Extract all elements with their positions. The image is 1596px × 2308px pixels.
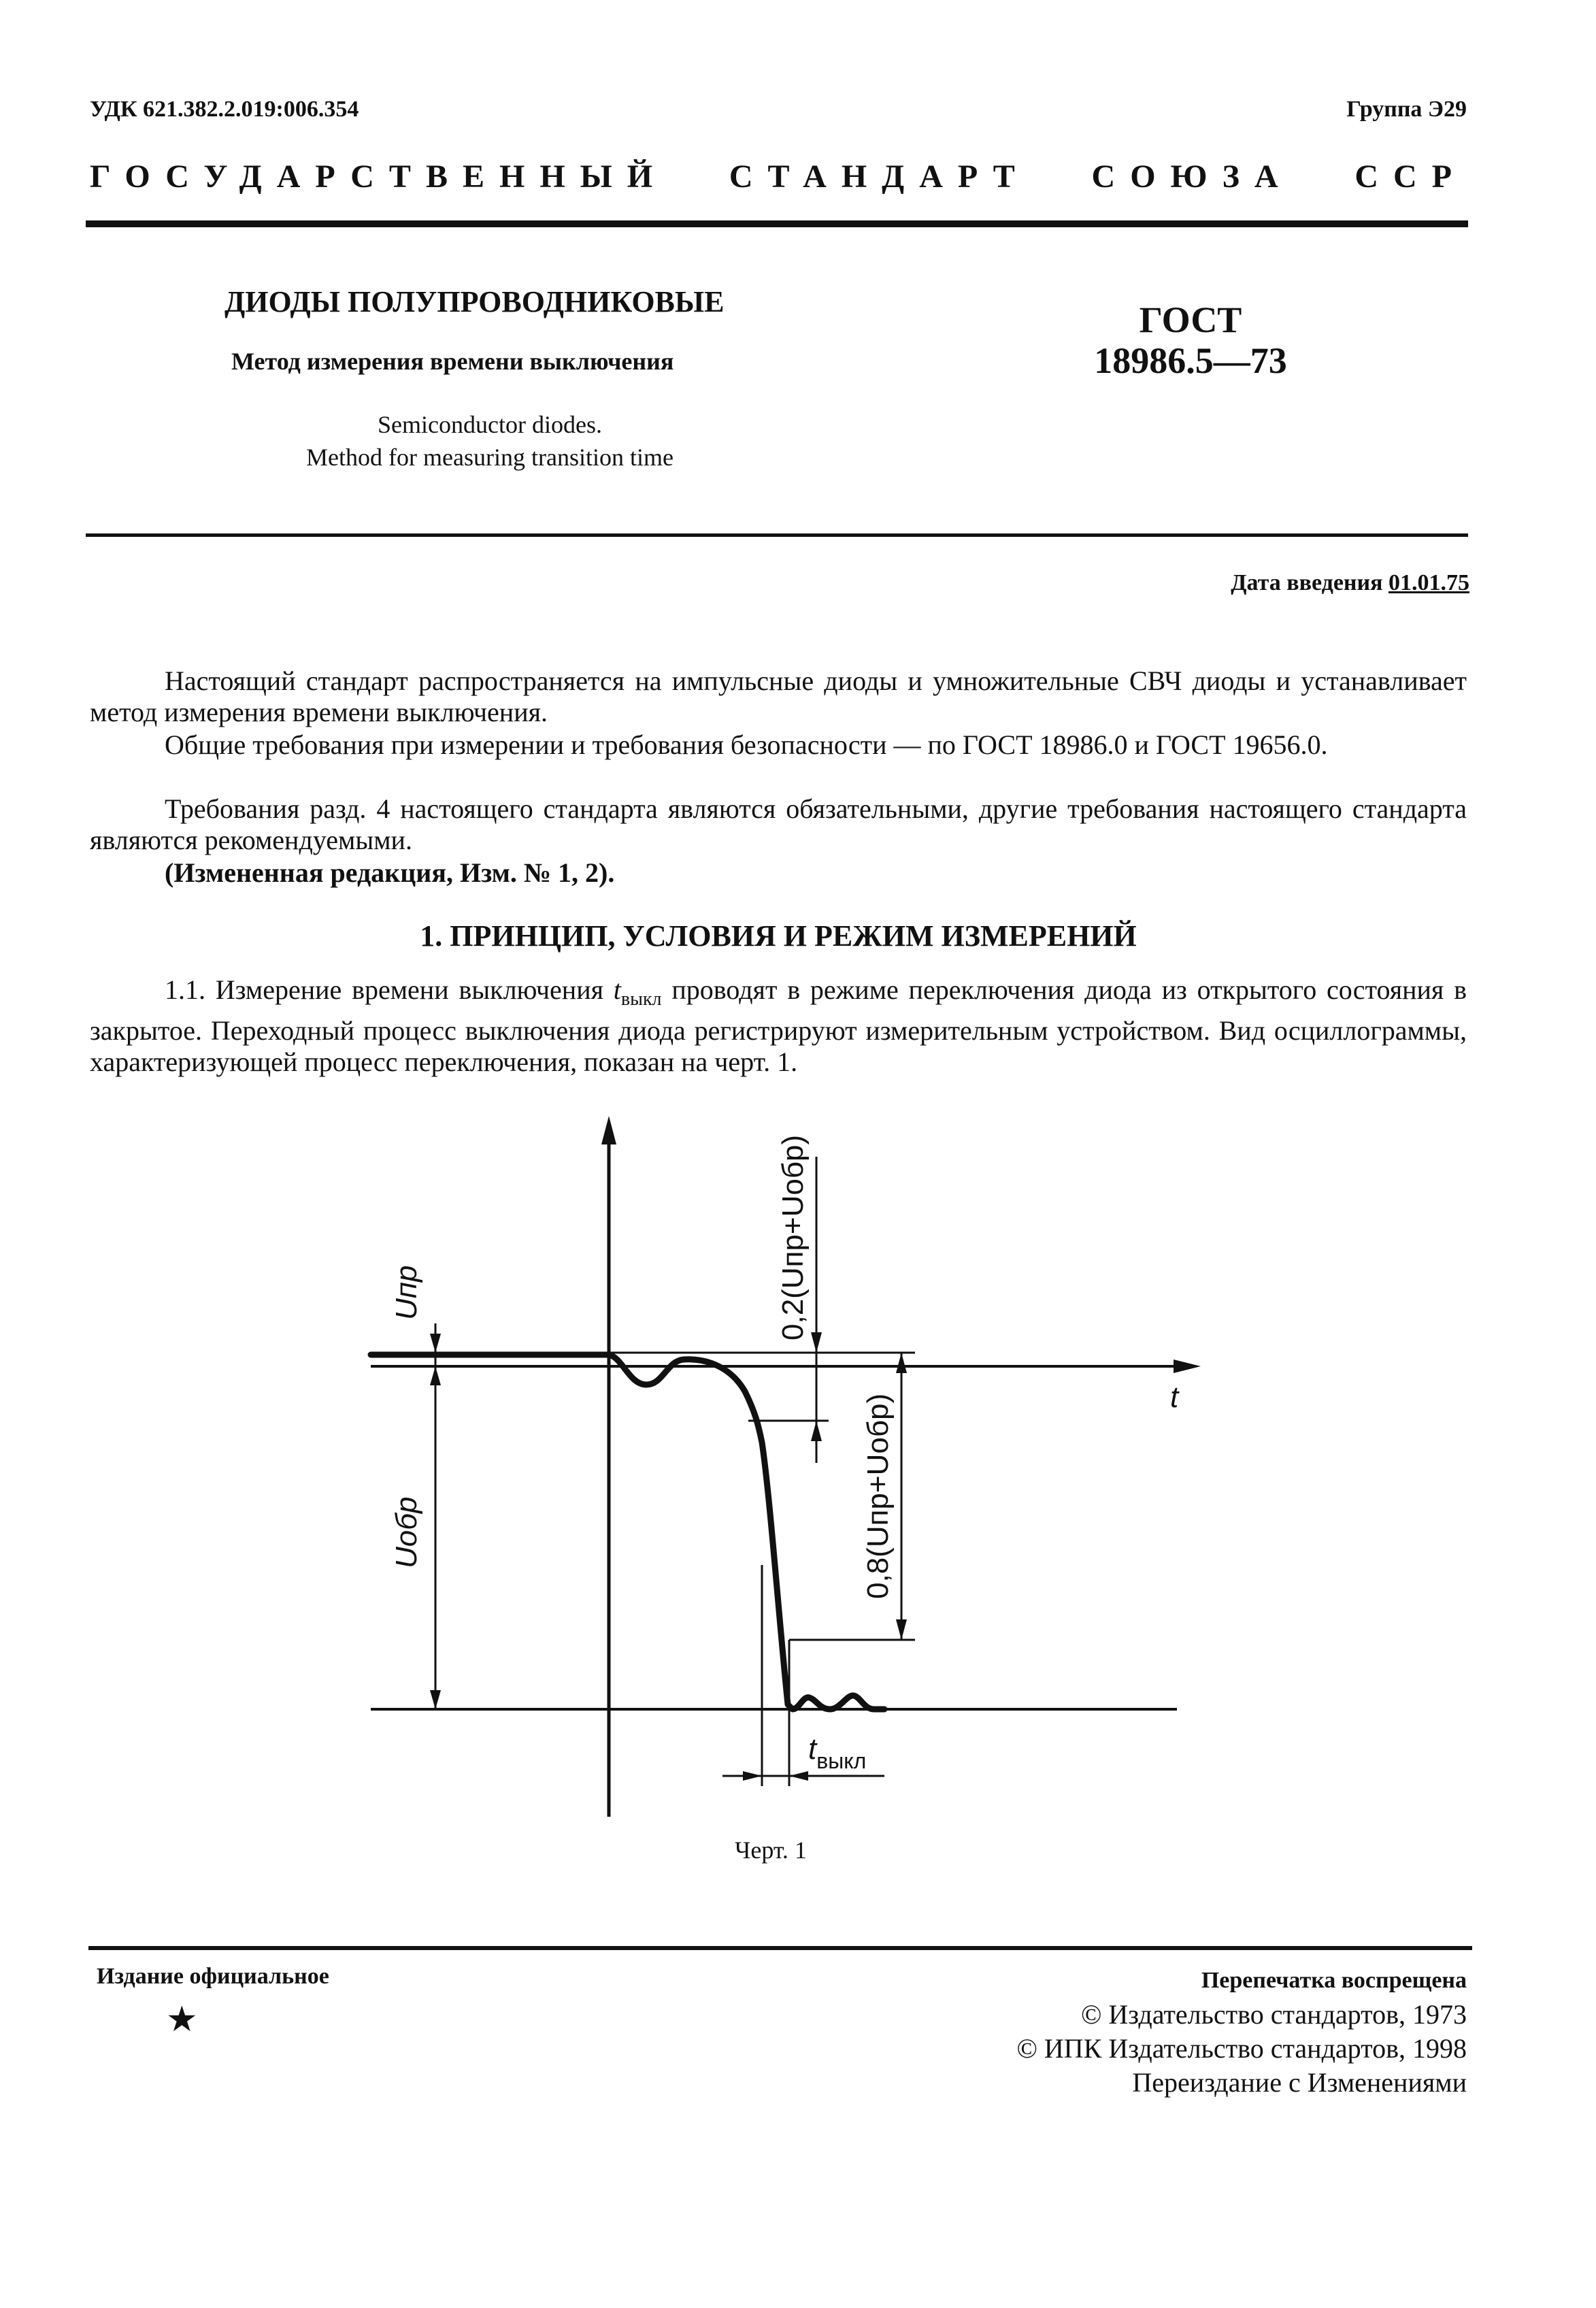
footer-rule [88,1946,1472,1950]
reissue-note: Переиздание с Изменениями [1132,2067,1467,2098]
date-label: Дата введения [1231,570,1383,595]
label-08: 0,8(Uпр+Uобр) [861,1393,895,1599]
copyright-1998: © ИПК Издательство стандартов, 1998 [1016,2033,1467,2064]
gost-number: 18986.5—73 [1094,340,1287,381]
section-heading: 1. ПРИНЦИП, УСЛОВИЯ И РЕЖИМ ИЗМЕРЕНИЙ [420,919,1137,953]
p5-subscript: выкл [620,989,662,1010]
gost-label: ГОСТ [1139,299,1242,340]
paragraph-general-requirements: Общие требования при измерении и требования безопасности — по ГОСТ 18986.0 и ГОСТ 19656.0. [165,729,1328,760]
tvykl-arrow [789,1771,808,1781]
footer-rights [1017,1964,1467,2100]
label-t-vykl-sym: t [808,1732,817,1766]
date-value: 01.01.75 [1389,570,1469,595]
udk-code: УДК 621.382.2.019:006.354 [90,97,359,122]
time-axis-arrow [1174,1359,1201,1373]
reprint-prohibited: Перепечатка воспрещена [1201,1968,1467,1993]
dim-02-arrow [811,1332,822,1353]
p5-symbol: t [613,974,621,1005]
dim-08-arrow [896,1353,907,1373]
uobr-dim-arrow [430,1690,441,1709]
dim-08-arrow [896,1619,907,1640]
copyright-1973: © Издательство стандартов, 1973 [1080,1999,1467,2030]
english-title-line1: Semiconductor diodes. [378,411,602,438]
paragraph-scope: Настоящий стандарт распространяется на импульсные диоды и умножительные СВЧ диоды и устанавливает метод измерения времени выключения. [90,665,1467,727]
label-t-vykl-sub: выкл [816,1749,867,1773]
waveform-curve [371,1355,884,1709]
label-u-obr: Uобр [390,1496,423,1568]
english-title-line2: Method for measuring transition time [306,444,674,471]
vertical-axis-arrow [601,1116,616,1144]
p5-text-a: 1.1. Измерение времени выключения [165,974,614,1005]
figure-caption: Черт. 1 [735,1836,807,1864]
p5-text-b: проводят в режиме переключения диода из открытого состояния в закрытое. Переходный процесс выключения диода регистрируют измерительным устройством. Вид осциллограммы, характеризующей процесс переключения, показан на черт. 1. [90,974,1467,1077]
state-word: ГОСУДАРСТВЕННЫЙ [90,159,668,195]
label-u-pr: Uпр [390,1265,423,1320]
dim-02-arrow [811,1421,822,1441]
state-word: СОЮЗА [1091,159,1293,195]
paragraph-amendment: (Измененная редакция, Изм. № 1, 2). [165,857,615,888]
document-subtitle: Метод измерения времени выключения [231,348,674,375]
state-word: ССР [1354,159,1467,195]
paragraph-mandatory: Требования разд. 4 настоящего стандарта являются обязательными, другие требования настоящего стандарта являются рекомендуемыми. [90,793,1467,855]
label-t-vykl [808,1732,866,1773]
upr-dim-arrow [430,1334,441,1353]
tvykl-arrow [743,1771,762,1781]
group-code: Группа Э29 [1346,97,1467,122]
document-title: ДИОДЫ ПОЛУПРОВОДНИКОВЫЕ [225,285,725,318]
label-02: 0,2(Uпр+Uобр) [776,1134,810,1340]
state-word: СТАНДАРТ [729,159,1030,195]
official-edition: Издание официальное [97,1964,329,1989]
label-t-axis: t [1170,1381,1179,1414]
star-icon: ★ [166,2000,198,2039]
